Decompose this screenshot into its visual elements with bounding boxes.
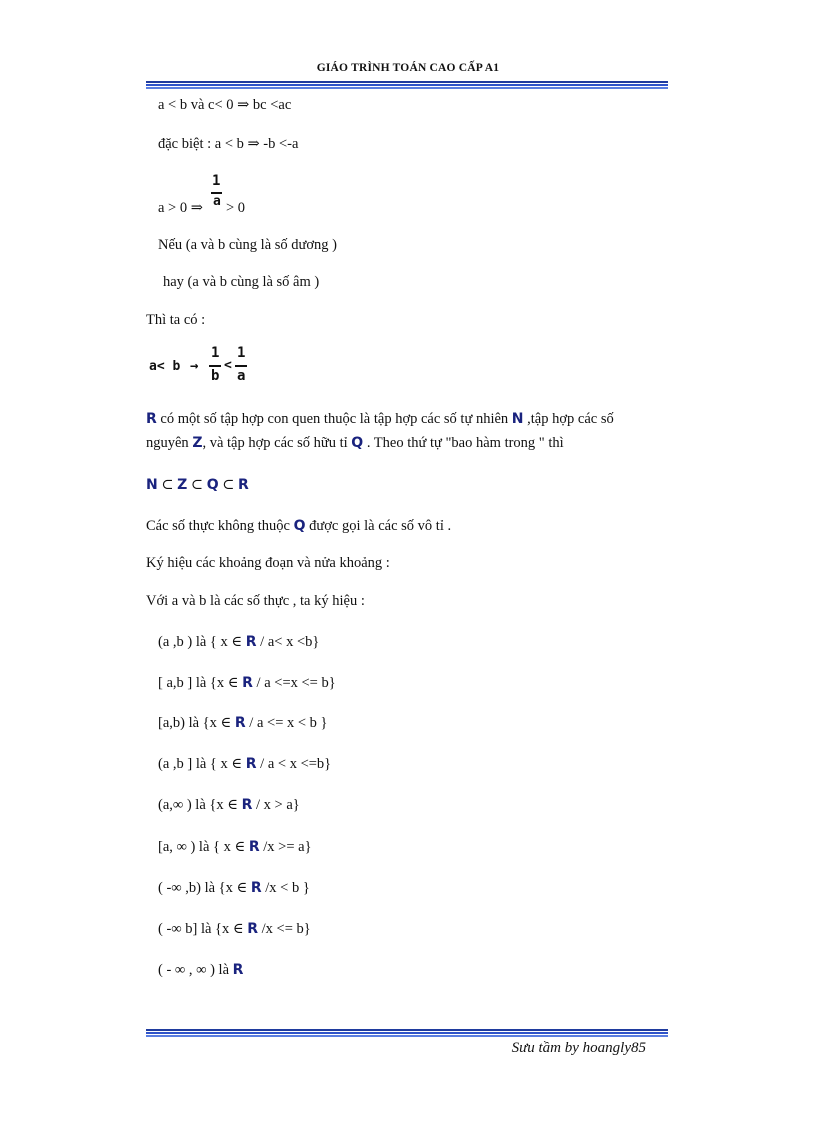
reciprocal-lt: < (224, 358, 232, 373)
interval-intro: Với a và b là các số thực , ta ký hiệu : (146, 593, 365, 609)
reciprocal-arrow: → (190, 358, 199, 374)
interval-item: [a, ∞ ) là { x ∈ R /x >= a} (158, 839, 312, 855)
negative-condition: hay (a và b cùng là số âm ) (163, 274, 320, 290)
footer-rule (146, 1029, 668, 1037)
header-rule (146, 81, 668, 89)
interval-item: ( -∞ ,b) là {x ∈ R /x < b } (158, 880, 310, 896)
frac2-denominator: a (237, 368, 246, 384)
header-title: GIÁO TRÌNH TOÁN CAO CẤP A1 (316, 62, 500, 74)
interval-item: ( -∞ b] là {x ∈ R /x <= b} (158, 921, 311, 937)
footer-signature: Sưu tầm by hoangly85 (511, 1040, 646, 1056)
set-n-symbol: N (511, 411, 524, 427)
frac2-numerator: 1 (237, 345, 246, 361)
subsets-paragraph-line-1: R có một số tập hợp con quen thuộc là tập hợp các số tự nhiên N ,tập hợp các số (146, 411, 614, 427)
l3-pre: a > 0 ⇒ (158, 200, 203, 216)
l3-post: > 0 (226, 200, 246, 216)
inequality-line-1: a < b và c< 0 ⇒ bc <ac (158, 97, 292, 113)
interval-item: [ a,b ] là {x ∈ R / a <=x <= b} (158, 675, 336, 691)
frac1-bar (209, 365, 221, 367)
l3-fraction-denominator: a (213, 194, 221, 209)
set-z-symbol: Z (192, 435, 203, 451)
inequality-line-3 (158, 199, 203, 217)
interval-item: (a ,b ) là { x ∈ R / a< x <b} (158, 634, 320, 650)
inequality-line-2: đặc biệt : a < b ⇒ -b <-a (158, 136, 299, 152)
interval-item: ( - ∞ , ∞ ) là R (158, 962, 244, 978)
interval-item: [a,b) là {x ∈ R / a <= x < b } (158, 715, 328, 731)
positive-condition: Nếu (a và b cùng là số dương ) (158, 237, 338, 253)
conclusion-label: Thì ta có : (146, 312, 206, 328)
inclusion-chain: N ⊂ Z ⊂ Q ⊂ R (146, 477, 249, 493)
set-q-symbol: Q (351, 435, 364, 451)
frac2-bar (235, 365, 247, 367)
interval-item: (a ,b ] là { x ∈ R / a < x <=b} (158, 756, 332, 772)
irrational-definition: Các số thực không thuộc Q được gọi là các số vô tỉ . (146, 518, 452, 534)
l3-fraction-numerator: 1 (212, 173, 221, 189)
frac1-denominator: b (211, 368, 220, 384)
set-r-symbol: R (146, 411, 157, 427)
interval-notation-heading: Ký hiệu các khoảng đoạn và nửa khoảng : (146, 555, 390, 571)
interval-item: (a,∞ ) là {x ∈ R / x > a} (158, 797, 300, 813)
reciprocal-lhs: a< b (149, 359, 181, 374)
frac1-numerator: 1 (211, 345, 220, 361)
subsets-paragraph-line-2: nguyên Z, và tập hợp các số hữu tỉ Q . Theo thứ tự "bao hàm trong " thì (146, 435, 564, 451)
